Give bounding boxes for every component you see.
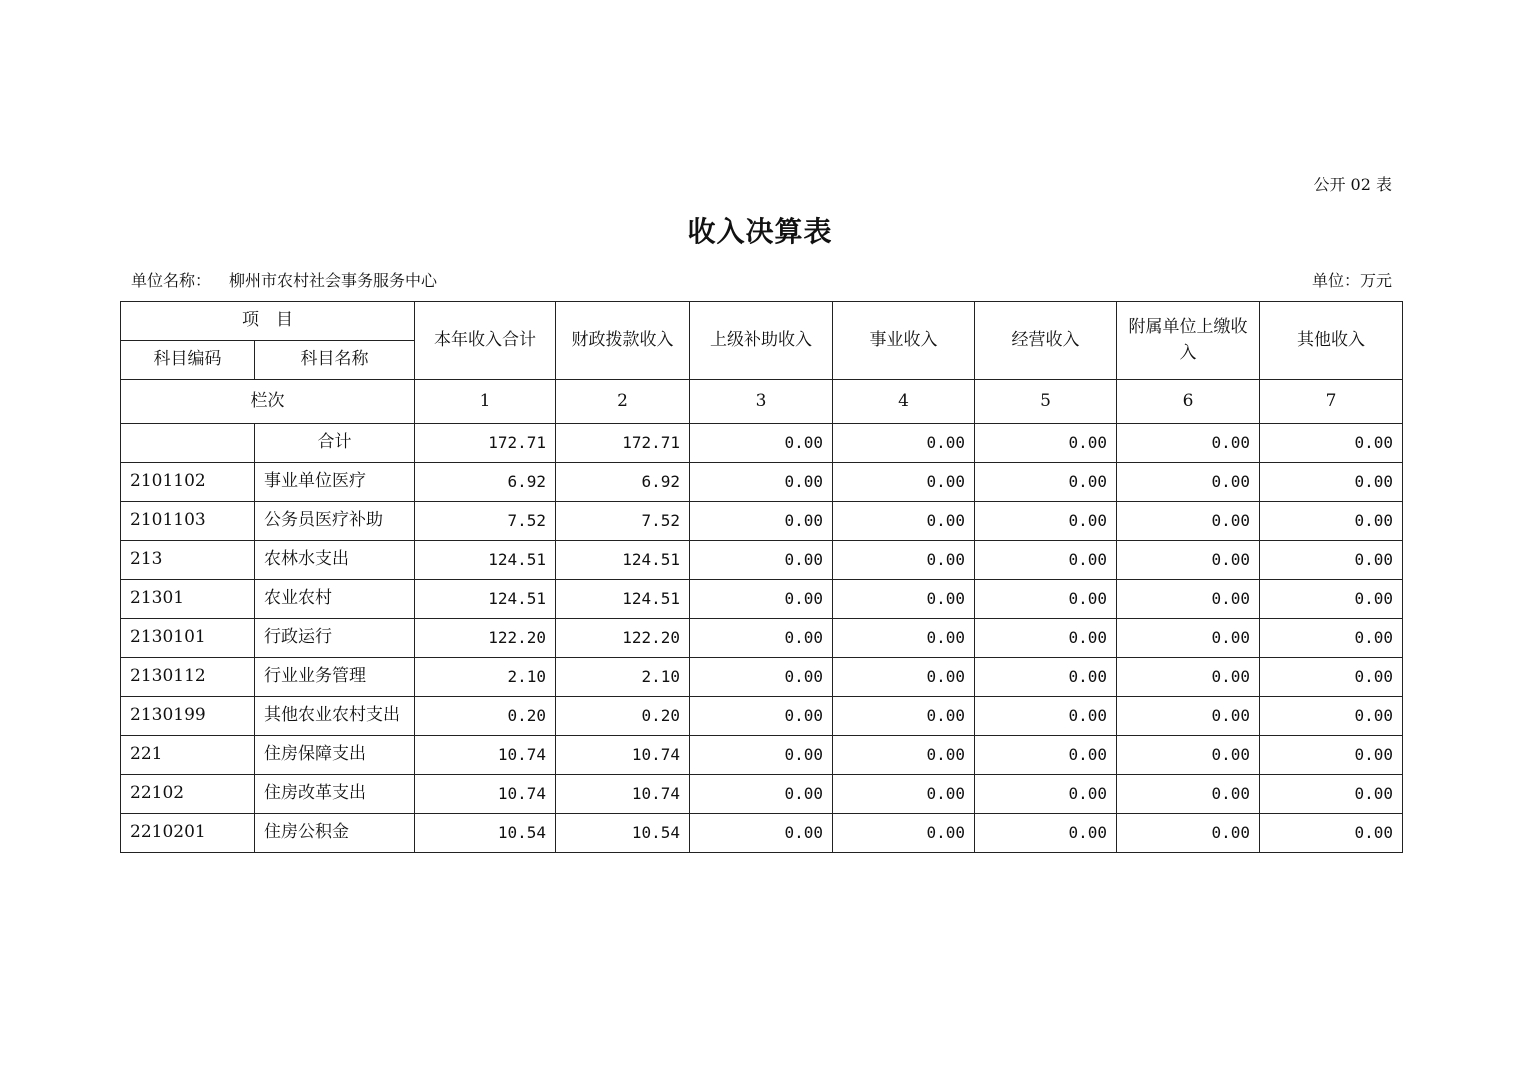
amount-cell: 0.00 xyxy=(1260,814,1403,853)
header-col-3: 上级补助收入 xyxy=(690,302,833,380)
table-row xyxy=(121,619,1403,658)
total-value: 0.00 xyxy=(690,424,833,463)
subject-name: 住房保障支出 xyxy=(255,736,415,775)
table-row xyxy=(121,580,1403,619)
column-number: 4 xyxy=(833,380,975,424)
amount-cell: 10.74 xyxy=(415,775,556,814)
amount-cell: 0.00 xyxy=(1260,619,1403,658)
subject-name: 农林水支出 xyxy=(255,541,415,580)
amount-cell: 0.00 xyxy=(975,502,1117,541)
header-item: 项 目 xyxy=(121,302,415,341)
amount-cell: 0.00 xyxy=(975,736,1117,775)
subject-name: 公务员医疗补助 xyxy=(255,502,415,541)
amount-cell: 2.10 xyxy=(415,658,556,697)
amount-cell: 0.00 xyxy=(833,580,975,619)
column-number: 5 xyxy=(975,380,1117,424)
subject-name: 农业农村 xyxy=(255,580,415,619)
header-col-2: 财政拨款收入 xyxy=(556,302,690,380)
amount-cell: 0.00 xyxy=(690,580,833,619)
amount-cell: 0.00 xyxy=(1260,541,1403,580)
amount-cell: 0.00 xyxy=(975,775,1117,814)
header-col-5: 经营收入 xyxy=(975,302,1117,380)
column-number: 7 xyxy=(1260,380,1403,424)
amount-cell: 0.00 xyxy=(975,814,1117,853)
amount-cell: 0.00 xyxy=(1260,697,1403,736)
amount-cell: 0.00 xyxy=(1117,736,1260,775)
amount-cell: 0.00 xyxy=(833,736,975,775)
amount-cell: 0.00 xyxy=(690,658,833,697)
header-col-4: 事业收入 xyxy=(833,302,975,380)
table-row xyxy=(121,541,1403,580)
amount-cell: 0.00 xyxy=(975,463,1117,502)
amount-cell: 0.00 xyxy=(1117,541,1260,580)
column-number: 6 xyxy=(1117,380,1260,424)
amount-cell: 0.00 xyxy=(833,619,975,658)
subject-code: 2101102 xyxy=(121,463,255,502)
amount-cell: 0.00 xyxy=(690,814,833,853)
total-value: 0.00 xyxy=(1117,424,1260,463)
amount-cell: 0.00 xyxy=(690,502,833,541)
subject-name: 住房改革支出 xyxy=(255,775,415,814)
table-row xyxy=(121,502,1403,541)
header-row-1 xyxy=(121,302,1403,341)
total-row xyxy=(121,424,1403,463)
amount-cell: 2.10 xyxy=(556,658,690,697)
column-number: 3 xyxy=(690,380,833,424)
amount-cell: 0.00 xyxy=(975,541,1117,580)
amount-cell: 0.00 xyxy=(975,580,1117,619)
amount-cell: 0.00 xyxy=(1117,697,1260,736)
amount-cell: 0.00 xyxy=(833,463,975,502)
amount-cell: 0.20 xyxy=(556,697,690,736)
amount-cell: 0.00 xyxy=(833,697,975,736)
amount-cell: 0.00 xyxy=(833,814,975,853)
amount-cell: 0.00 xyxy=(1260,502,1403,541)
subject-name: 住房公积金 xyxy=(255,814,415,853)
column-number: 2 xyxy=(556,380,690,424)
amount-cell: 124.51 xyxy=(556,580,690,619)
amount-cell: 0.00 xyxy=(690,775,833,814)
amount-cell: 0.00 xyxy=(1117,775,1260,814)
subject-name: 行业业务管理 xyxy=(255,658,415,697)
amount-cell: 10.74 xyxy=(556,736,690,775)
amount-cell: 6.92 xyxy=(415,463,556,502)
column-number: 1 xyxy=(415,380,556,424)
amount-cell: 124.51 xyxy=(415,541,556,580)
amount-cell: 0.00 xyxy=(975,619,1117,658)
amount-cell: 0.00 xyxy=(1260,580,1403,619)
table-row xyxy=(121,736,1403,775)
subject-code: 21301 xyxy=(121,580,255,619)
header-col-7: 其他收入 xyxy=(1260,302,1403,380)
amount-cell: 0.00 xyxy=(1117,463,1260,502)
amount-cell: 0.00 xyxy=(690,619,833,658)
total-value: 172.71 xyxy=(556,424,690,463)
subject-code: 2101103 xyxy=(121,502,255,541)
page-title: 收入决算表 xyxy=(687,215,833,248)
amount-cell: 0.00 xyxy=(833,775,975,814)
subject-code: 2130199 xyxy=(121,697,255,736)
amount-cell: 0.00 xyxy=(833,502,975,541)
amount-cell: 0.00 xyxy=(1260,463,1403,502)
subject-code: 2210201 xyxy=(121,814,255,853)
amount-cell: 122.20 xyxy=(556,619,690,658)
amount-cell: 0.00 xyxy=(1260,775,1403,814)
unit-name-label: 单位名称： xyxy=(131,271,212,290)
header-code: 科目编码 xyxy=(121,341,255,380)
amount-cell: 122.20 xyxy=(415,619,556,658)
total-code xyxy=(121,424,255,463)
amount-cell: 0.00 xyxy=(1117,814,1260,853)
header-col-1: 本年收入合计 xyxy=(415,302,556,380)
subject-code: 213 xyxy=(121,541,255,580)
amount-cell: 0.00 xyxy=(690,736,833,775)
table-row xyxy=(121,814,1403,853)
table-row xyxy=(121,775,1403,814)
total-name: 合计 xyxy=(255,424,415,463)
amount-cell: 10.74 xyxy=(415,736,556,775)
amount-cell: 0.00 xyxy=(1260,736,1403,775)
amount-cell: 0.00 xyxy=(975,658,1117,697)
table-row xyxy=(121,658,1403,697)
column-number-row xyxy=(121,380,1403,424)
subject-code: 221 xyxy=(121,736,255,775)
amount-cell: 124.51 xyxy=(415,580,556,619)
amount-cell: 0.00 xyxy=(833,658,975,697)
amount-cell: 0.00 xyxy=(1117,502,1260,541)
unit-name-line xyxy=(131,268,437,291)
amount-cell: 0.20 xyxy=(415,697,556,736)
amount-cell: 0.00 xyxy=(1117,658,1260,697)
currency-unit: 单位：万元 xyxy=(1311,271,1392,290)
subject-name: 行政运行 xyxy=(255,619,415,658)
amount-cell: 0.00 xyxy=(690,697,833,736)
total-value: 172.71 xyxy=(415,424,556,463)
amount-cell: 0.00 xyxy=(1117,580,1260,619)
amount-cell: 10.74 xyxy=(556,775,690,814)
header-name: 科目名称 xyxy=(255,341,415,380)
subject-code: 2130112 xyxy=(121,658,255,697)
income-table xyxy=(120,301,1403,853)
subject-code: 2130101 xyxy=(121,619,255,658)
amount-cell: 0.00 xyxy=(690,541,833,580)
amount-cell: 7.52 xyxy=(415,502,556,541)
amount-cell: 0.00 xyxy=(833,541,975,580)
unit-name-value: 柳州市农村社会事务服务中心 xyxy=(229,271,438,290)
amount-cell: 10.54 xyxy=(556,814,690,853)
total-value: 0.00 xyxy=(975,424,1117,463)
amount-cell: 0.00 xyxy=(1260,658,1403,697)
total-value: 0.00 xyxy=(833,424,975,463)
row-label: 栏次 xyxy=(121,380,415,424)
table-row xyxy=(121,697,1403,736)
subject-code: 22102 xyxy=(121,775,255,814)
amount-cell: 0.00 xyxy=(690,463,833,502)
amount-cell: 0.00 xyxy=(975,697,1117,736)
table-row xyxy=(121,463,1403,502)
amount-cell: 6.92 xyxy=(556,463,690,502)
amount-cell: 0.00 xyxy=(1117,619,1260,658)
amount-cell: 10.54 xyxy=(415,814,556,853)
amount-cell: 7.52 xyxy=(556,502,690,541)
amount-cell: 124.51 xyxy=(556,541,690,580)
subject-name: 事业单位医疗 xyxy=(255,463,415,502)
form-number: 公开 02 表 xyxy=(1313,175,1392,194)
total-value: 0.00 xyxy=(1260,424,1403,463)
subject-name: 其他农业农村支出 xyxy=(255,697,415,736)
header-col-6: 附属单位上缴收入 xyxy=(1117,302,1260,380)
